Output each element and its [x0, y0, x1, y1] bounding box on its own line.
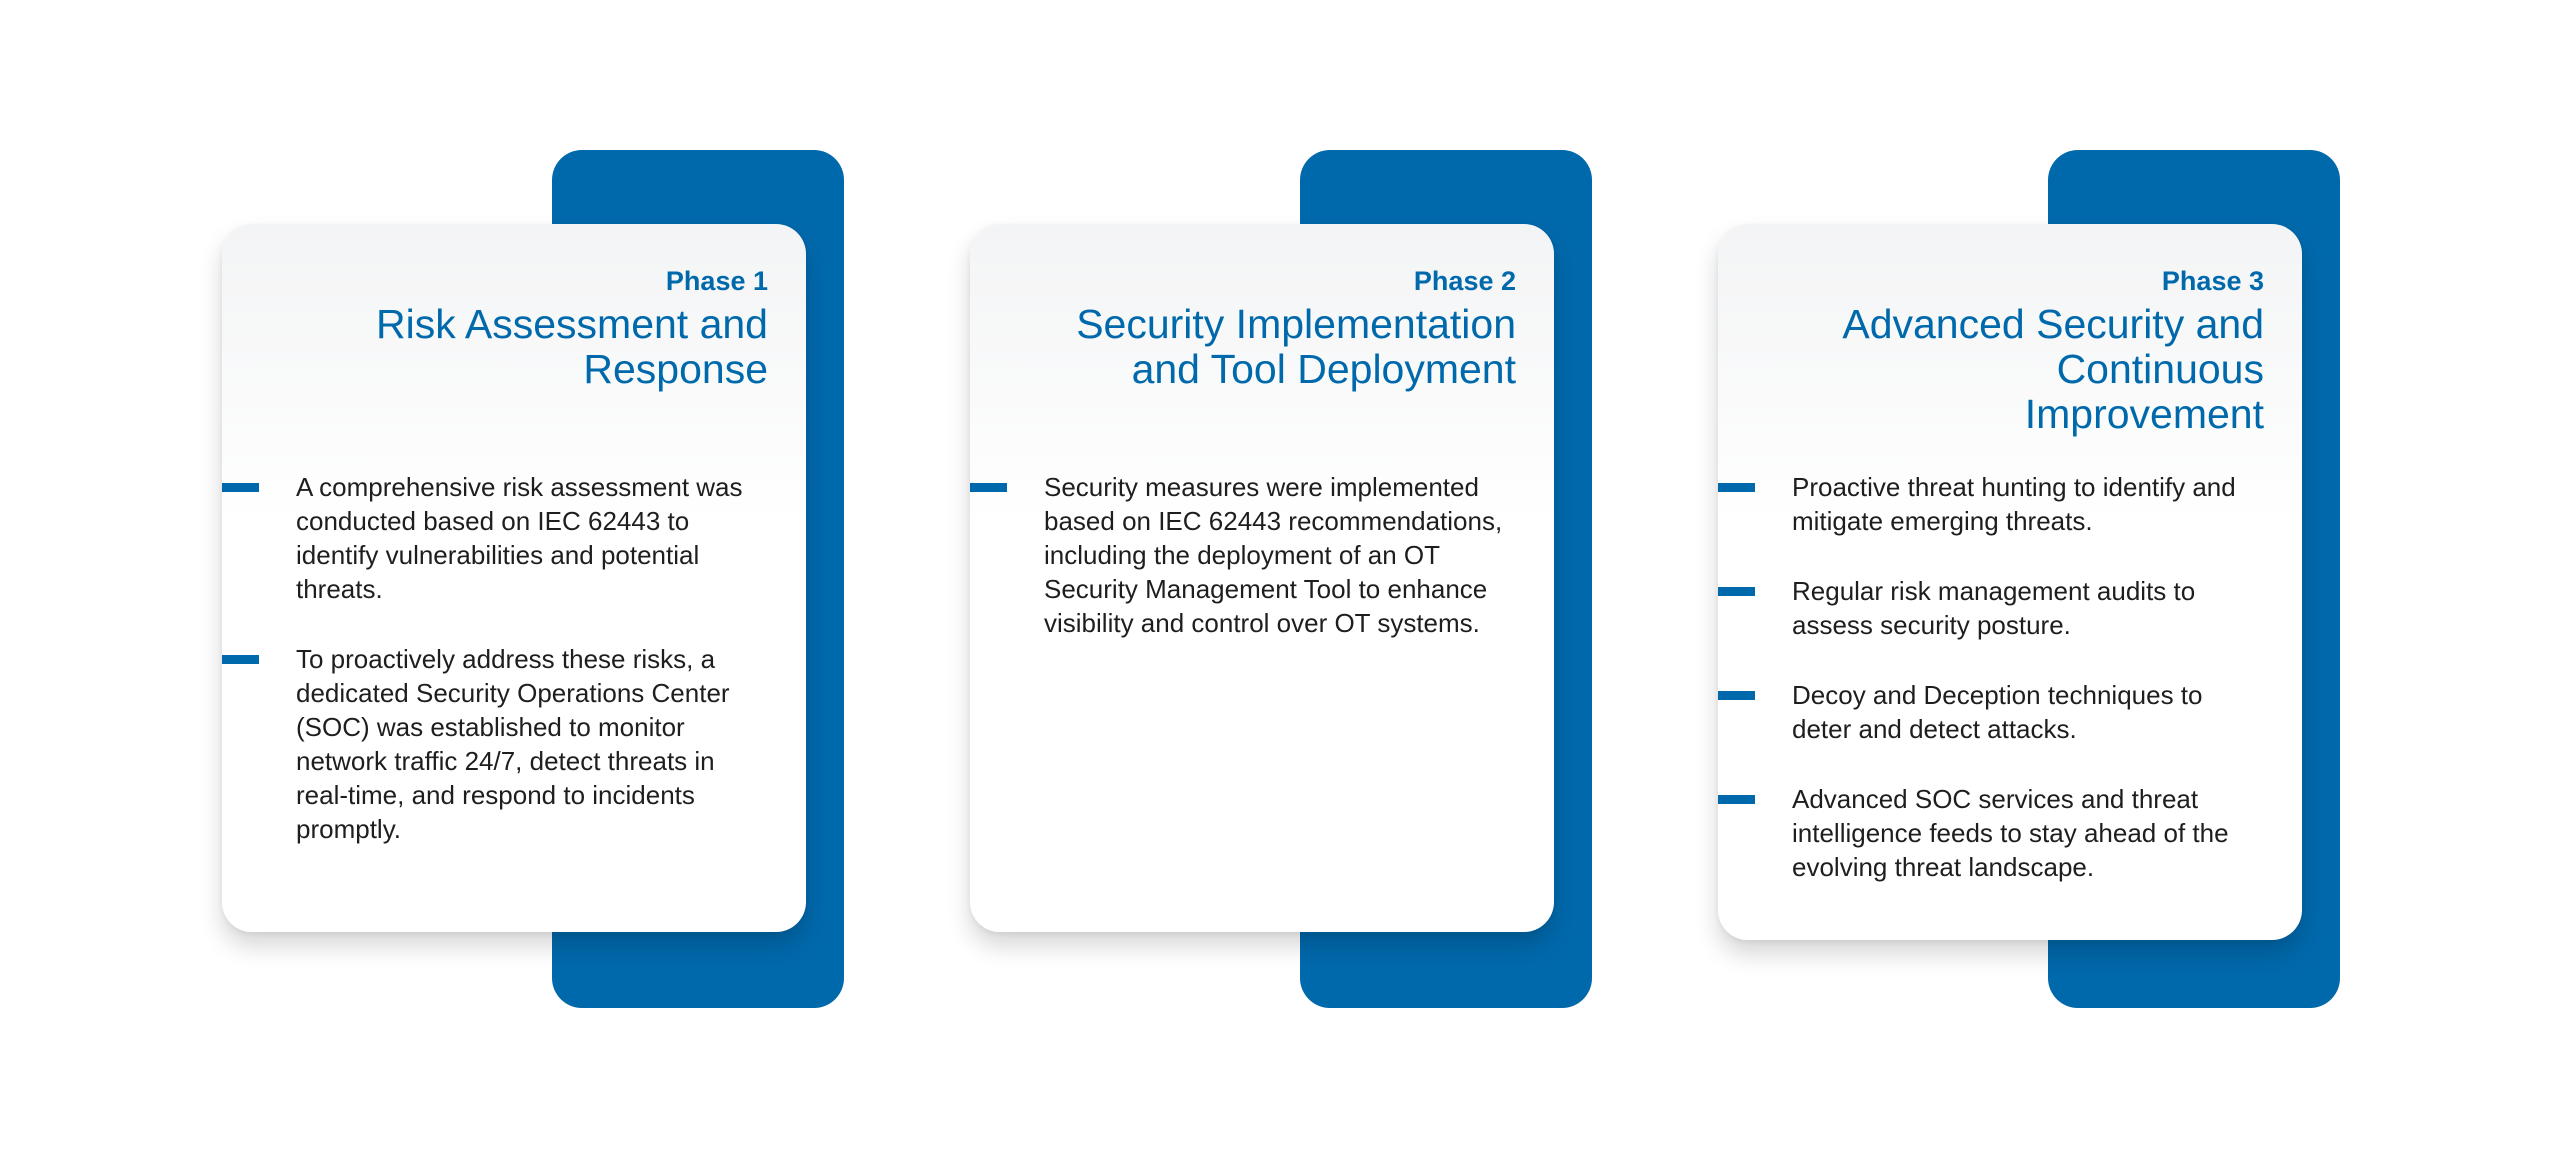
phase-1-label: Phase 1 — [665, 266, 768, 296]
phase-2-label: Phase 2 — [1413, 266, 1516, 296]
list-item — [970, 470, 1554, 640]
list-item — [1718, 470, 2302, 538]
bullet-text: Regular risk management audits to assess security posture. — [1792, 576, 2196, 640]
phase-2-bullet-list — [970, 470, 1554, 676]
bullet-text: To proactively address these risks, a dedicated Security Operations Center (SOC) was established to monitor network traffic 24/7, detect threats in real-time, and respond to incidents promptly. — [296, 644, 730, 844]
bullet-text: Proactive threat hunting to identify and mitigate emerging threats. — [1792, 472, 2236, 536]
dash-bullet-icon — [1718, 795, 1755, 804]
dash-bullet-icon — [1718, 691, 1755, 700]
phase-3-panel — [1718, 0, 2358, 1158]
list-item — [1718, 678, 2302, 746]
phase-2-card — [970, 224, 1554, 932]
phase-1-header — [222, 224, 806, 392]
phase-3-label: Phase 3 — [2161, 266, 2264, 296]
list-item — [1718, 782, 2302, 884]
phase-1-title: Risk Assessment and Response — [376, 301, 768, 392]
bullet-text: A comprehensive risk assessment was conducted based on IEC 62443 to identify vulnerabilities and potential threats. — [296, 472, 743, 604]
phase-3-bullet-list — [1718, 470, 2302, 920]
phase-1-panel — [222, 0, 862, 1158]
phase-2-title: Security Implementation and Tool Deployment — [1076, 301, 1516, 392]
list-item — [1718, 574, 2302, 642]
phase-3-title: Advanced Security and Continuous Improvement — [1842, 301, 2264, 437]
dash-bullet-icon — [970, 483, 1007, 492]
phase-2-header — [970, 224, 1554, 392]
dash-bullet-icon — [222, 483, 259, 492]
phase-3-header — [1718, 224, 2302, 437]
bullet-text: Decoy and Deception techniques to deter and detect attacks. — [1792, 680, 2203, 744]
phase-2-panel — [970, 0, 1610, 1158]
phase-1-bullet-list — [222, 470, 806, 882]
dash-bullet-icon — [222, 655, 259, 664]
bullet-text: Security measures were implemented based on IEC 62443 recommendations, including the deployment of an OT Security Management Tool to enhance visibility and control over OT systems. — [1044, 472, 1503, 638]
phase-3-card — [1718, 224, 2302, 940]
bullet-text: Advanced SOC services and threat intelligence feeds to stay ahead of the evolving threat landscape. — [1792, 784, 2229, 882]
dash-bullet-icon — [1718, 483, 1755, 492]
list-item — [222, 470, 806, 606]
phase-1-card — [222, 224, 806, 932]
dash-bullet-icon — [1718, 587, 1755, 596]
list-item — [222, 642, 806, 846]
